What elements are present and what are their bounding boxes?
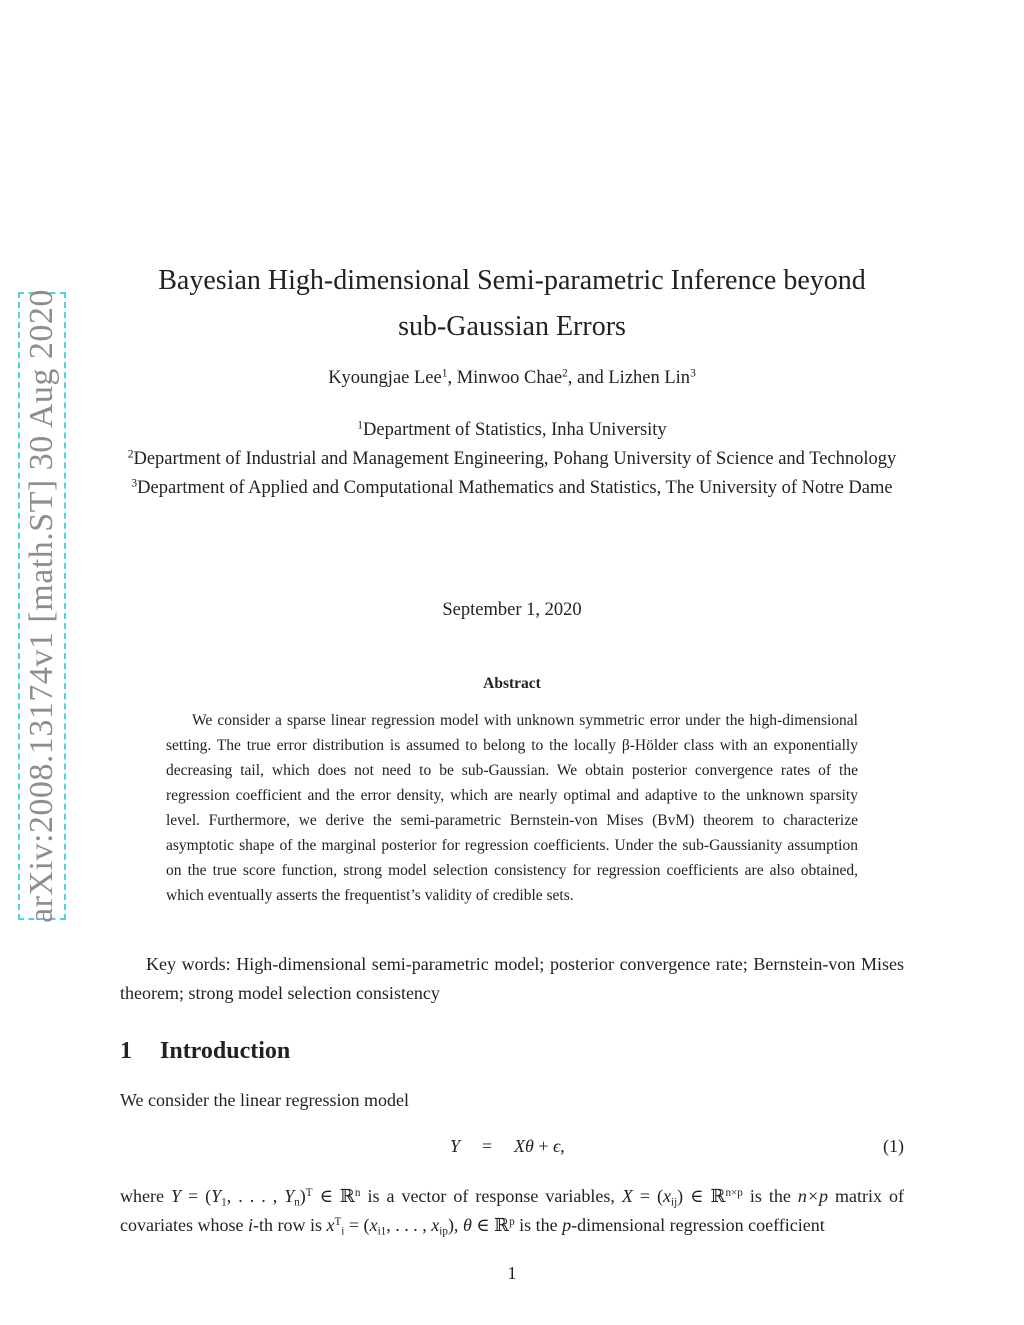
affiliation-mark: 3 [131,477,138,490]
equation-rhs [514,1136,565,1157]
affiliation-text: Department of Applied and Computational Mathematics and Statistics, The University of Notre Dame [137,478,893,498]
author-affil-mark: 1 [441,367,448,380]
text-run: -dimensional regression coefficient [571,1215,825,1235]
title-line-1: Bayesian High-dimensional Semi-parametric Inference beyond [158,265,866,296]
abstract-heading: Abstract [483,675,541,692]
affiliation-text: Department of Industrial and Management Engineering, Pohang University of Science and Technology [133,449,897,469]
author-separator: , and [567,368,609,388]
equation-operator: + [533,1136,553,1156]
math-sub: i1 [377,1225,387,1238]
math-sub: ip [439,1225,448,1238]
affiliation-mark: 2 [127,448,134,461]
math-var: i [247,1215,253,1235]
author-affil-mark: 2 [562,367,568,380]
intro-paragraph-2 [120,1182,904,1240]
equation-term: Xθ [514,1136,534,1156]
title-line-2: sub-Gaussian Errors [398,311,626,342]
text-run: is a vector of response variables, [360,1186,622,1206]
text-run: is the [742,1186,798,1206]
text-run: ∈ ℝ [471,1215,510,1235]
equation-equals: = [482,1136,493,1156]
paper-date: September 1, 2020 [442,600,582,620]
keywords: Key words: High-dimensional semi-parametric model; posterior convergence rate; Bernstein-von Mises theorem; strong model selection consistency [120,954,904,1003]
math-var: x [326,1215,335,1235]
equation-1 [120,1136,904,1162]
text-run: = ( [344,1215,370,1235]
math-var: x [431,1215,440,1235]
affiliation-list [120,416,904,503]
paper-title [120,258,904,350]
text-run: = ( [180,1186,212,1206]
math-sub: i [341,1225,345,1238]
section-number: 1 [120,1038,132,1064]
math-var: Y [211,1186,222,1206]
equation-punct: , [560,1136,565,1156]
math-sup: n×p [725,1186,743,1199]
intro-paragraph: We consider the linear regression model [120,1090,409,1110]
author-name: Minwoo Chae [456,368,563,388]
affiliation [120,474,904,503]
text-run: ∈ ℝ [312,1186,355,1206]
text-run: matrix of covariates whose [120,1186,904,1235]
equation-number: (1) [883,1136,904,1156]
math-sup: p [509,1215,515,1228]
math-sub: 1 [221,1196,227,1209]
text-run: = ( [632,1186,663,1206]
affiliation [120,445,904,474]
text-run: , . . . , [386,1215,432,1235]
text-run: ) [299,1186,306,1206]
math-sup: T [305,1186,313,1199]
arxiv-stamp-text: arXiv:2008.13174v1 [math.ST] 30 Aug 2020 [23,289,60,923]
math-sup: T [334,1215,342,1228]
author-name: Kyoungjae Lee [328,368,442,388]
text-run: is the [514,1215,563,1235]
section-title: Introduction [160,1038,291,1064]
math-var: Y [170,1186,181,1206]
abstract-body: We consider a sparse linear regression model with unknown symmetric error under the high-dimensional setting. The true error distribution is assumed to belong to the locally β-Hölder class with an exponentially decreasing tail, which does not need to be sub-Gaussian. We obtain posterior convergence rates of the regression coefficient and the error density, which are nearly optimal and adaptive to the unknown sparsity level. Furthermore, we derive the semi-parametric Bernstein-von Mises (BvM) theorem to characterize asymptotic shape of the marginal posterior for regression coefficients. Under the sub-Gaussianity assumption on the true score function, strong model selection consistency for regression coefficients are also obtained, which eventually asserts the frequentist’s validity of credible sets. [166,712,858,904]
affiliation-mark: 1 [357,419,364,432]
math-var: p [562,1215,572,1235]
section-heading [120,1038,290,1065]
page-number: 1 [507,1263,517,1283]
author-separator: , [447,368,457,388]
math-sup: n [354,1186,361,1199]
text-run: , . . . , [226,1186,285,1206]
text-run: ) ∈ ℝ [677,1186,726,1206]
affiliation [120,416,904,445]
math-var: x [662,1186,671,1206]
math-var: Y [284,1186,295,1206]
text-run: where [120,1186,171,1206]
math-sub: n [294,1196,300,1209]
equation-lhs: Y [450,1136,461,1156]
arxiv-stamp [18,289,66,923]
author-affil-mark: 3 [690,367,696,380]
math-var: θ [462,1215,472,1235]
text-run: ), [447,1215,463,1235]
math-var: x [369,1215,378,1235]
math-sub: ij [670,1196,678,1209]
equation-term: ϵ [553,1136,561,1156]
math-var: n×p [797,1186,829,1206]
author-name: Lizhen Lin [608,368,691,388]
math-var: X [621,1186,633,1206]
affiliation-text: Department of Statistics, Inha University [363,420,667,440]
text-run: -th row is [252,1215,327,1235]
author-list [120,368,904,389]
